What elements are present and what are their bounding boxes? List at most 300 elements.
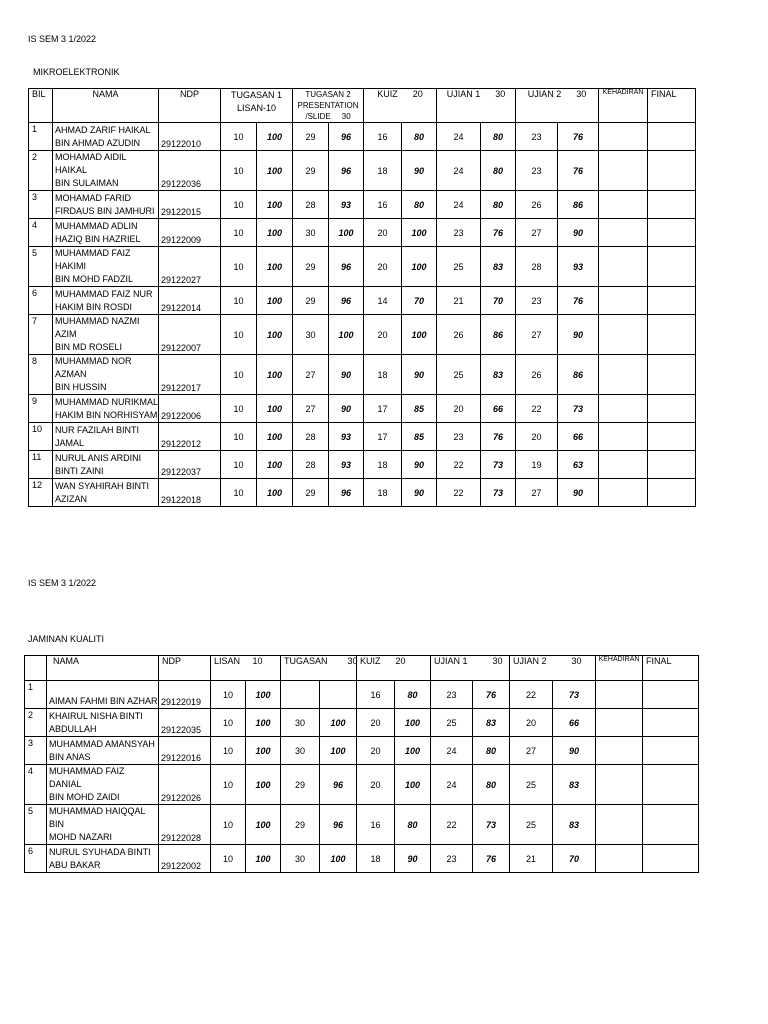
percent-t: 100 (320, 709, 357, 737)
final-cell (648, 355, 696, 395)
col-header-nama: NAMA (47, 656, 159, 681)
score-u2: 20 (510, 709, 553, 737)
final-cell (643, 709, 699, 737)
final-cell (648, 315, 696, 355)
student-name-line2: HAKIM BIN NORHISYAM (55, 409, 158, 420)
student-name-line1: NURUL SYUHADA BINTI (49, 846, 151, 857)
percent-u1: 66 (481, 395, 516, 423)
grades-table-mikroelektronik (28, 88, 696, 507)
student-name-line1: MUHAMMAD FAIZ DANIAL (49, 766, 125, 789)
col-header-final: FINAL (648, 89, 696, 123)
percent-t2: 96 (329, 479, 364, 507)
percent-k: 85 (402, 423, 437, 451)
student-name-line1: MUHAMMAD FAIZ NUR (55, 288, 153, 299)
percent-u2: 66 (553, 709, 596, 737)
score-u2: 23 (516, 151, 558, 191)
row-number: 11 (29, 451, 53, 479)
table-row (25, 737, 699, 765)
score-u2: 19 (516, 451, 558, 479)
semester-label-2: IS SEM 3 1/2022 (28, 578, 97, 588)
table-row (29, 123, 696, 151)
row-number: 12 (29, 479, 53, 507)
kehadiran-cell (599, 123, 648, 151)
final-cell (648, 287, 696, 315)
score-t1: 10 (221, 247, 257, 287)
score-t1: 10 (221, 479, 257, 507)
col-header-kuiz: KUIZ 20 (357, 656, 431, 681)
percent-k: 80 (395, 681, 431, 709)
student-name-line2: MOHD NAZARI (49, 832, 112, 842)
score-u1: 20 (437, 395, 481, 423)
col-header-tugasan: TUGASAN 30 (281, 656, 357, 681)
percent-t1: 100 (257, 423, 293, 451)
student-name (53, 395, 159, 423)
final-cell (648, 191, 696, 219)
percent-t1: 100 (257, 151, 293, 191)
student-name-line1: MUHAMMAD ADLIN (55, 220, 138, 231)
score-u1: 24 (437, 123, 481, 151)
row-number: 10 (29, 423, 53, 451)
table-row (29, 247, 696, 287)
percent-k: 80 (395, 805, 431, 845)
row-number: 3 (25, 737, 47, 765)
student-name-line1: WAN SYAHIRAH BINTI (55, 480, 150, 491)
student-name (53, 123, 159, 151)
percent-u2: 90 (558, 315, 599, 355)
score-t2: 29 (293, 479, 329, 507)
kehadiran-cell (596, 845, 643, 873)
percent-u1: 83 (481, 247, 516, 287)
student-name (53, 219, 159, 247)
score-t2: 28 (293, 423, 329, 451)
student-name-line2: FIRDAUS BIN JAMHURI (55, 205, 155, 216)
table-row (29, 355, 696, 395)
student-ndp: 29122035 (159, 709, 211, 737)
table-row (29, 451, 696, 479)
student-name-line2: BIN ANAS (49, 751, 91, 762)
percent-k: 90 (402, 151, 437, 191)
row-number: 1 (29, 123, 53, 151)
score-t: 30 (281, 845, 320, 873)
row-number: 8 (29, 355, 53, 395)
row-number: 1 (25, 681, 47, 709)
student-ndp: 29122009 (159, 219, 221, 247)
percent-u2: 86 (558, 191, 599, 219)
subject-title-2: JAMINAN KUALITI (28, 634, 105, 644)
student-name-line2: ABDULLAH (49, 723, 97, 734)
percent-u1: 80 (481, 123, 516, 151)
percent-l: 100 (246, 709, 281, 737)
student-name-line1: NUR FAZILAH BINTI (55, 424, 140, 435)
score-t2: 29 (293, 247, 329, 287)
percent-t: 96 (320, 765, 357, 805)
kehadiran-cell (599, 479, 648, 507)
score-k: 16 (364, 191, 402, 219)
kehadiran-cell (599, 151, 648, 191)
student-name (47, 709, 159, 737)
final-cell (643, 805, 699, 845)
percent-t2: 93 (329, 451, 364, 479)
student-ndp: 29122026 (159, 765, 211, 805)
student-name-line1 (49, 682, 158, 695)
final-cell (648, 219, 696, 247)
percent-u2: 63 (558, 451, 599, 479)
percent-l: 100 (246, 737, 281, 765)
student-ndp: 29122027 (159, 247, 221, 287)
score-k: 20 (364, 315, 402, 355)
percent-t1: 100 (257, 219, 293, 247)
score-t2: 29 (293, 123, 329, 151)
final-cell (643, 765, 699, 805)
student-ndp: 29122010 (159, 123, 221, 151)
final-cell (643, 845, 699, 873)
score-t1: 10 (221, 451, 257, 479)
student-ndp: 29122019 (159, 681, 211, 709)
final-cell (643, 681, 699, 709)
percent-u1: 86 (481, 315, 516, 355)
percent-k: 90 (402, 451, 437, 479)
score-l: 10 (211, 681, 246, 709)
table-row (29, 287, 696, 315)
student-name (53, 247, 159, 287)
percent-t: 96 (320, 805, 357, 845)
student-name-line1: MOHAMAD AIDIL HAIKAL (55, 152, 127, 175)
percent-u1: 83 (473, 709, 510, 737)
table-row (29, 151, 696, 191)
table-row (25, 805, 699, 845)
table-row (25, 845, 699, 873)
percent-k: 100 (402, 315, 437, 355)
student-name-line2: AZIZAN (55, 493, 88, 504)
student-name-line2: BIN MD ROSELI (55, 342, 123, 352)
student-ndp: 29122028 (159, 805, 211, 845)
percent-k: 90 (402, 479, 437, 507)
row-number: 4 (29, 219, 53, 247)
student-name (47, 805, 159, 845)
percent-u1: 76 (481, 423, 516, 451)
col-header-ujian2: UJIAN 2 30 (516, 89, 599, 123)
percent-t2: 100 (329, 219, 364, 247)
percent-k: 80 (402, 191, 437, 219)
percent-l: 100 (246, 845, 281, 873)
score-t1: 10 (221, 287, 257, 315)
score-t1: 10 (221, 123, 257, 151)
score-t2: 30 (293, 315, 329, 355)
percent-t: 100 (320, 845, 357, 873)
final-cell (648, 151, 696, 191)
table-row (25, 709, 699, 737)
student-name-line1: MUHAMMAD NAZMI AZIM (55, 316, 140, 339)
col-header-ujian2: UJIAN 2 30 (510, 656, 596, 681)
score-u1: 25 (431, 709, 473, 737)
score-t2: 28 (293, 451, 329, 479)
student-name-line1: MUHAMMAD NURIKMAL (55, 396, 159, 407)
score-u1: 24 (431, 765, 473, 805)
percent-u2: 70 (553, 845, 596, 873)
score-k: 17 (364, 423, 402, 451)
score-k: 20 (364, 247, 402, 287)
student-ndp: 29122017 (159, 355, 221, 395)
percent-t2: 93 (329, 191, 364, 219)
score-u1: 25 (437, 247, 481, 287)
score-k: 20 (357, 737, 395, 765)
col-header-kehadiran: KEHADIRAN (596, 656, 643, 681)
col-header-ujian1: UJIAN 1 30 (437, 89, 516, 123)
score-k: 18 (364, 451, 402, 479)
score-t: 30 (281, 709, 320, 737)
percent-u2: 76 (558, 151, 599, 191)
student-name (53, 423, 159, 451)
score-t1: 10 (221, 191, 257, 219)
score-k: 17 (364, 395, 402, 423)
percent-u2: 73 (553, 681, 596, 709)
student-name (53, 479, 159, 507)
score-k: 20 (364, 219, 402, 247)
col-header-ndp: NDP (159, 89, 221, 123)
percent-u1: 76 (473, 845, 510, 873)
percent-u1: 80 (473, 765, 510, 805)
kehadiran-cell (599, 355, 648, 395)
student-ndp: 29122006 (159, 395, 221, 423)
kehadiran-cell (599, 423, 648, 451)
student-name (53, 315, 159, 355)
score-k: 16 (357, 681, 395, 709)
student-ndp: 29122007 (159, 315, 221, 355)
kehadiran-cell (596, 805, 643, 845)
final-cell (643, 737, 699, 765)
col-header-ndp: NDP (159, 656, 211, 681)
final-cell (648, 395, 696, 423)
percent-t (320, 681, 357, 709)
score-t: 30 (281, 737, 320, 765)
row-number: 5 (25, 805, 47, 845)
percent-u1: 76 (473, 681, 510, 709)
student-ndp: 29122036 (159, 151, 221, 191)
score-t2: 27 (293, 355, 329, 395)
score-u2: 23 (516, 123, 558, 151)
percent-t2: 90 (329, 395, 364, 423)
subject-title: MIKROELEKTRONIK (33, 67, 120, 77)
score-k: 18 (357, 845, 395, 873)
student-name-line2: JAMAL (55, 437, 85, 448)
col-header-tugasan2: TUGASAN 2 PRESENTATION /SLIDE 30 (293, 89, 364, 123)
row-number: 4 (25, 765, 47, 805)
student-name (53, 151, 159, 191)
student-name-line2: BIN MOHD FADZIL (55, 274, 134, 284)
percent-k: 90 (402, 355, 437, 395)
score-l: 10 (211, 737, 246, 765)
score-u2: 22 (516, 395, 558, 423)
kehadiran-cell (599, 395, 648, 423)
student-name (47, 681, 159, 709)
percent-u2: 90 (558, 479, 599, 507)
score-u1: 22 (437, 451, 481, 479)
score-u1: 22 (431, 805, 473, 845)
semester-label: IS SEM 3 1/2022 (28, 34, 97, 44)
row-number: 3 (29, 191, 53, 219)
score-u1: 22 (437, 479, 481, 507)
score-u2: 21 (510, 845, 553, 873)
percent-t2: 96 (329, 123, 364, 151)
kehadiran-cell (599, 451, 648, 479)
kehadiran-cell (599, 219, 648, 247)
score-u2: 27 (516, 315, 558, 355)
table-row (29, 395, 696, 423)
percent-u2: 83 (553, 765, 596, 805)
table-row (29, 315, 696, 355)
score-t2: 28 (293, 191, 329, 219)
student-name-line1: AHMAD ZARIF HAIKAL (55, 124, 151, 135)
row-number: 6 (25, 845, 47, 873)
score-u1: 21 (437, 287, 481, 315)
score-t: 29 (281, 805, 320, 845)
percent-t2: 90 (329, 355, 364, 395)
score-t2: 29 (293, 151, 329, 191)
score-u2: 23 (516, 287, 558, 315)
row-number: 7 (29, 315, 53, 355)
percent-u2: 76 (558, 123, 599, 151)
percent-t1: 100 (257, 479, 293, 507)
kehadiran-cell (599, 191, 648, 219)
score-k: 16 (364, 123, 402, 151)
student-name-line2: AIMAN FAHMI BIN AZHAR (49, 695, 158, 706)
student-name-line1: KHAIRUL NISHA BINTI (49, 710, 143, 721)
student-ndp: 29122014 (159, 287, 221, 315)
score-k: 16 (357, 805, 395, 845)
percent-l: 100 (246, 805, 281, 845)
score-t2: 29 (293, 287, 329, 315)
score-t1: 10 (221, 315, 257, 355)
percent-l: 100 (246, 765, 281, 805)
score-t1: 10 (221, 151, 257, 191)
final-cell (648, 247, 696, 287)
student-ndp: 29122016 (159, 737, 211, 765)
score-u2: 22 (510, 681, 553, 709)
percent-t1: 100 (257, 395, 293, 423)
kehadiran-cell (596, 765, 643, 805)
row-number: 5 (29, 247, 53, 287)
percent-k: 100 (402, 247, 437, 287)
percent-t2: 96 (329, 287, 364, 315)
percent-u1: 70 (481, 287, 516, 315)
student-name-line2: BIN SULAIMAN (55, 178, 119, 188)
percent-k: 100 (395, 709, 431, 737)
student-ndp: 29122037 (159, 451, 221, 479)
student-name-line1: MUHAMMAD HAIQQAL BIN (49, 806, 146, 829)
student-name (47, 845, 159, 873)
table-row (25, 681, 699, 709)
percent-u2: 66 (558, 423, 599, 451)
score-l: 10 (211, 709, 246, 737)
student-name-line2: BIN MOHD ZAIDI (49, 792, 120, 802)
score-t2: 30 (293, 219, 329, 247)
percent-t2: 96 (329, 247, 364, 287)
score-u1: 24 (431, 737, 473, 765)
student-name (53, 191, 159, 219)
final-cell (648, 451, 696, 479)
row-number: 9 (29, 395, 53, 423)
student-name-line2: HAKIM BIN ROSDI (55, 301, 133, 312)
score-t1: 10 (221, 395, 257, 423)
score-u1: 23 (431, 681, 473, 709)
student-name-line1: MOHAMAD FARID (55, 192, 132, 203)
col-header-nama: NAMA (53, 89, 159, 123)
percent-u1: 80 (481, 151, 516, 191)
row-number: 2 (25, 709, 47, 737)
percent-t1: 100 (257, 287, 293, 315)
student-name-line1: NURUL ANIS ARDINI (55, 452, 142, 463)
score-u2: 28 (516, 247, 558, 287)
score-l: 10 (211, 805, 246, 845)
percent-t2: 93 (329, 423, 364, 451)
percent-u2: 90 (558, 219, 599, 247)
table-row (25, 765, 699, 805)
percent-u1: 83 (481, 355, 516, 395)
score-k: 18 (364, 151, 402, 191)
score-k: 18 (364, 355, 402, 395)
percent-k: 90 (395, 845, 431, 873)
score-t1: 10 (221, 423, 257, 451)
percent-t1: 100 (257, 247, 293, 287)
score-u2: 26 (516, 355, 558, 395)
final-cell (648, 423, 696, 451)
score-u2: 25 (510, 765, 553, 805)
percent-u2: 90 (553, 737, 596, 765)
percent-t1: 100 (257, 315, 293, 355)
kehadiran-cell (599, 315, 648, 355)
col-header-kehadiran: KEHADIRAN (599, 89, 648, 123)
student-name-line2: BINTI ZAINI (55, 465, 104, 476)
score-l: 10 (211, 845, 246, 873)
score-u1: 24 (437, 151, 481, 191)
score-u1: 24 (437, 191, 481, 219)
score-t2: 27 (293, 395, 329, 423)
score-u2: 25 (510, 805, 553, 845)
table-row (29, 423, 696, 451)
score-t: 29 (281, 765, 320, 805)
kehadiran-cell (599, 247, 648, 287)
percent-t2: 96 (329, 151, 364, 191)
percent-l: 100 (246, 681, 281, 709)
student-name-line2: BIN AHMAD AZUDIN (55, 137, 141, 148)
score-u2: 20 (516, 423, 558, 451)
percent-k: 80 (402, 123, 437, 151)
student-ndp: 29122012 (159, 423, 221, 451)
percent-u1: 80 (481, 191, 516, 219)
percent-u1: 73 (481, 451, 516, 479)
score-k: 14 (364, 287, 402, 315)
percent-k: 100 (395, 765, 431, 805)
score-t (281, 681, 320, 709)
student-name-line2: BIN HUSSIN (55, 382, 107, 392)
score-u2: 27 (510, 737, 553, 765)
student-name (47, 737, 159, 765)
kehadiran-cell (599, 287, 648, 315)
score-u1: 23 (437, 219, 481, 247)
percent-t1: 100 (257, 191, 293, 219)
col-header-bil: BIL (29, 89, 53, 123)
student-name (53, 355, 159, 395)
percent-k: 100 (395, 737, 431, 765)
student-name-line2: HAZIQ BIN HAZRIEL (55, 233, 141, 244)
table-row (29, 479, 696, 507)
percent-u1: 76 (481, 219, 516, 247)
percent-u2: 93 (558, 247, 599, 287)
final-cell (648, 123, 696, 151)
score-u2: 27 (516, 479, 558, 507)
table-header-row (25, 656, 699, 681)
grades-table-jaminan-kualiti (24, 655, 699, 873)
